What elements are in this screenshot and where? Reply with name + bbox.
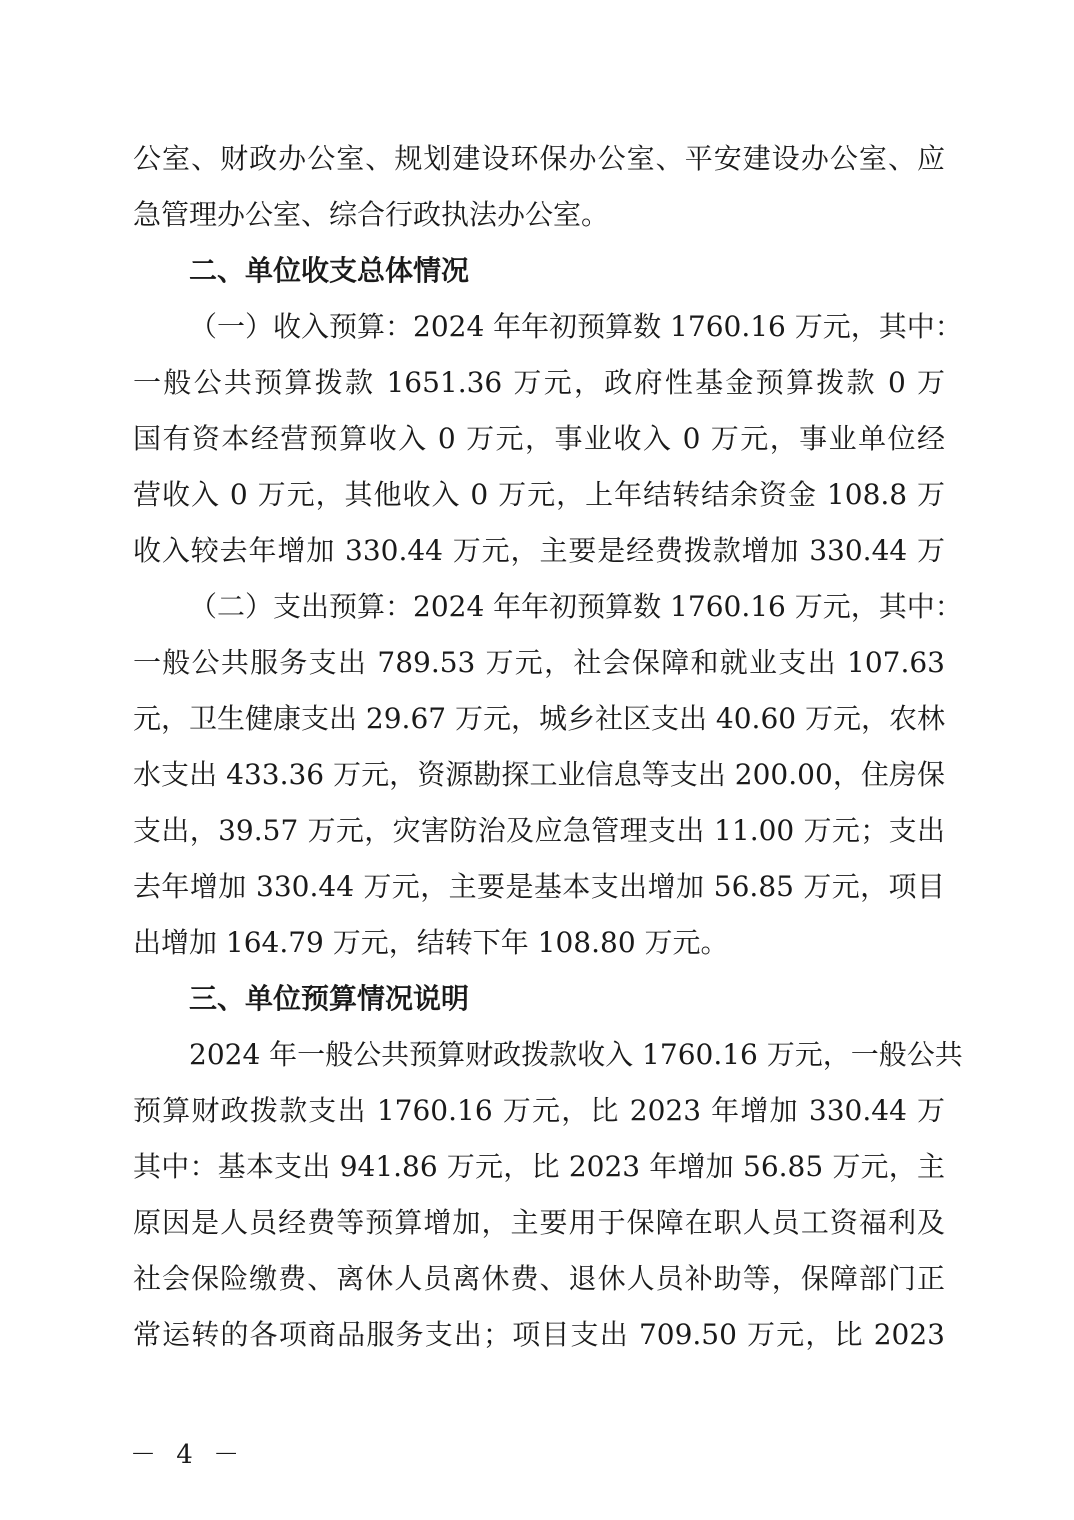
paragraph-line: 社会保险缴费、离休人员离休费、退休人员补助等，保障部门正: [133, 1262, 945, 1295]
paragraph-line: 营收入 0 万元，其他收入 0 万元，上年结转结余资金 108.8 万: [133, 478, 945, 511]
page-number: － 4 －: [130, 1440, 246, 1470]
paragraph-line: 收入较去年增加 330.44 万元，主要是经费拨款增加 330.44 万: [133, 534, 945, 567]
paragraph-line: 公室、财政办公室、规划建设环保办公室、平安建设办公室、应: [133, 142, 945, 175]
paragraph-line: 原因是人员经费等预算增加，主要用于保障在职人员工资福利及: [133, 1206, 945, 1239]
paragraph-line: 水支出 433.36 万元，资源勘探工业信息等支出 200.00，住房保: [133, 758, 945, 791]
paragraph-line: 去年增加 330.44 万元，主要是基本支出增加 56.85 万元，项目: [133, 870, 945, 903]
body-text: [133, 131, 963, 1363]
paragraph-line: 一般公共服务支出 789.53 万元，社会保障和就业支出 107.63: [133, 646, 945, 679]
paragraph-line: 支出，39.57 万元，灾害防治及应急管理支出 11.00 万元；支出: [133, 814, 945, 847]
paragraph-line: 元，卫生健康支出 29.67 万元，城乡社区支出 40.60 万元，农林: [133, 702, 945, 735]
paragraph-line: 一般公共预算拨款 1651.36 万元，政府性基金预算拨款 0 万: [133, 366, 945, 399]
paragraph-line: （一）收入预算：2024 年年初预算数 1760.16 万元，其中：: [189, 310, 963, 343]
paragraph-line: 预算财政拨款支出 1760.16 万元，比 2023 年增加 330.44 万: [133, 1094, 945, 1127]
paragraph-line: 急管理办公室、综合行政执法办公室。: [133, 198, 610, 231]
section-heading: 二、单位收支总体情况: [189, 254, 470, 287]
section-heading: 三、单位预算情况说明: [189, 982, 470, 1015]
paragraph-line: （二）支出预算：2024 年年初预算数 1760.16 万元，其中：: [189, 590, 963, 623]
paragraph-line: 国有资本经营预算收入 0 万元，事业收入 0 万元，事业单位经: [133, 422, 945, 455]
paragraph-line: 2024 年一般公共预算财政拨款收入 1760.16 万元，一般公共: [189, 1038, 963, 1071]
paragraph-line: 其中：基本支出 941.86 万元，比 2023 年增加 56.85 万元，主: [133, 1150, 945, 1183]
paragraph-line: 常运转的各项商品服务支出；项目支出 709.50 万元，比 2023: [133, 1318, 945, 1351]
paragraph-line: 出增加 164.79 万元，结转下年 108.80 万元。: [133, 926, 729, 959]
